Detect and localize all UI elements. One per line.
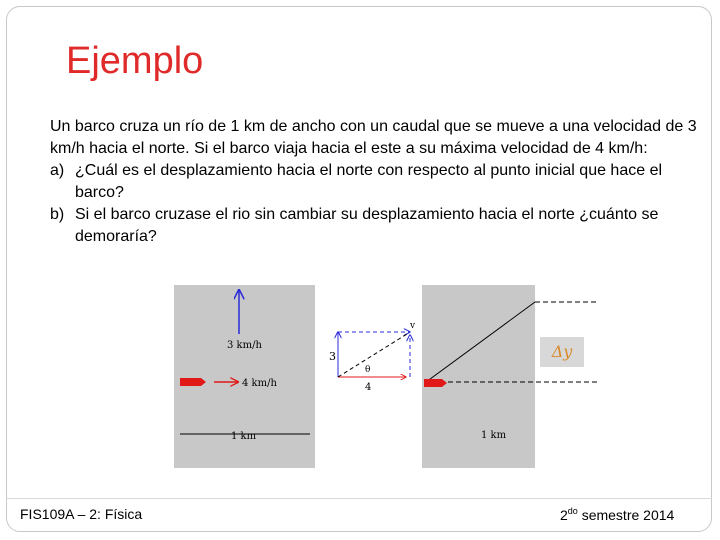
- north-velocity-label: 3 km/h: [227, 340, 262, 351]
- footer-course: FIS109A – 2: Física: [20, 506, 143, 522]
- east-velocity-label: 4 km/h: [242, 378, 277, 389]
- slide-title: Ejemplo: [66, 40, 204, 82]
- vector-resultant: [338, 334, 407, 377]
- vector-resultant-label: v: [410, 321, 416, 331]
- question-a: [50, 160, 700, 204]
- problem-intro: Un barco cruza un río de 1 km de ancho con un caudal que se mueve a una velocidad de 3 km/h hacia el norte. Si el barco viaja hacia el este a su máxima velocidad de 4 km/h:: [50, 118, 697, 157]
- delta-y-label: Δy: [540, 337, 584, 367]
- boat-icon: [180, 378, 206, 386]
- river-width-label-right: 1 km: [481, 430, 507, 441]
- vector-vertical-label: 3: [329, 350, 336, 363]
- question-b: [50, 204, 700, 248]
- semester-suffix: semestre 2014: [577, 507, 675, 523]
- footer-semester: [560, 506, 674, 523]
- question-b-text: Si el barco cruzase el rio sin cambiar su desplazamiento hacia el norte ¿cuánto se demoraría?: [75, 206, 659, 245]
- right-river-panel: [422, 285, 535, 468]
- question-a-text: ¿Cuál es el desplazamiento hacia el norte con respecto al punto inicial que hace el barco?: [75, 162, 663, 201]
- problem-text: [50, 116, 700, 248]
- vector-horizontal-label: 4: [365, 382, 372, 393]
- semester-prefix: 2: [560, 507, 568, 523]
- river-figure: [170, 282, 600, 472]
- vector-angle-label: θ: [365, 365, 371, 375]
- semester-sup: do: [567, 506, 578, 516]
- river-width-label-left: 1 km: [231, 431, 257, 442]
- question-a-label: a): [50, 162, 65, 179]
- footer-divider: [6, 498, 712, 499]
- question-b-label: b): [50, 206, 65, 223]
